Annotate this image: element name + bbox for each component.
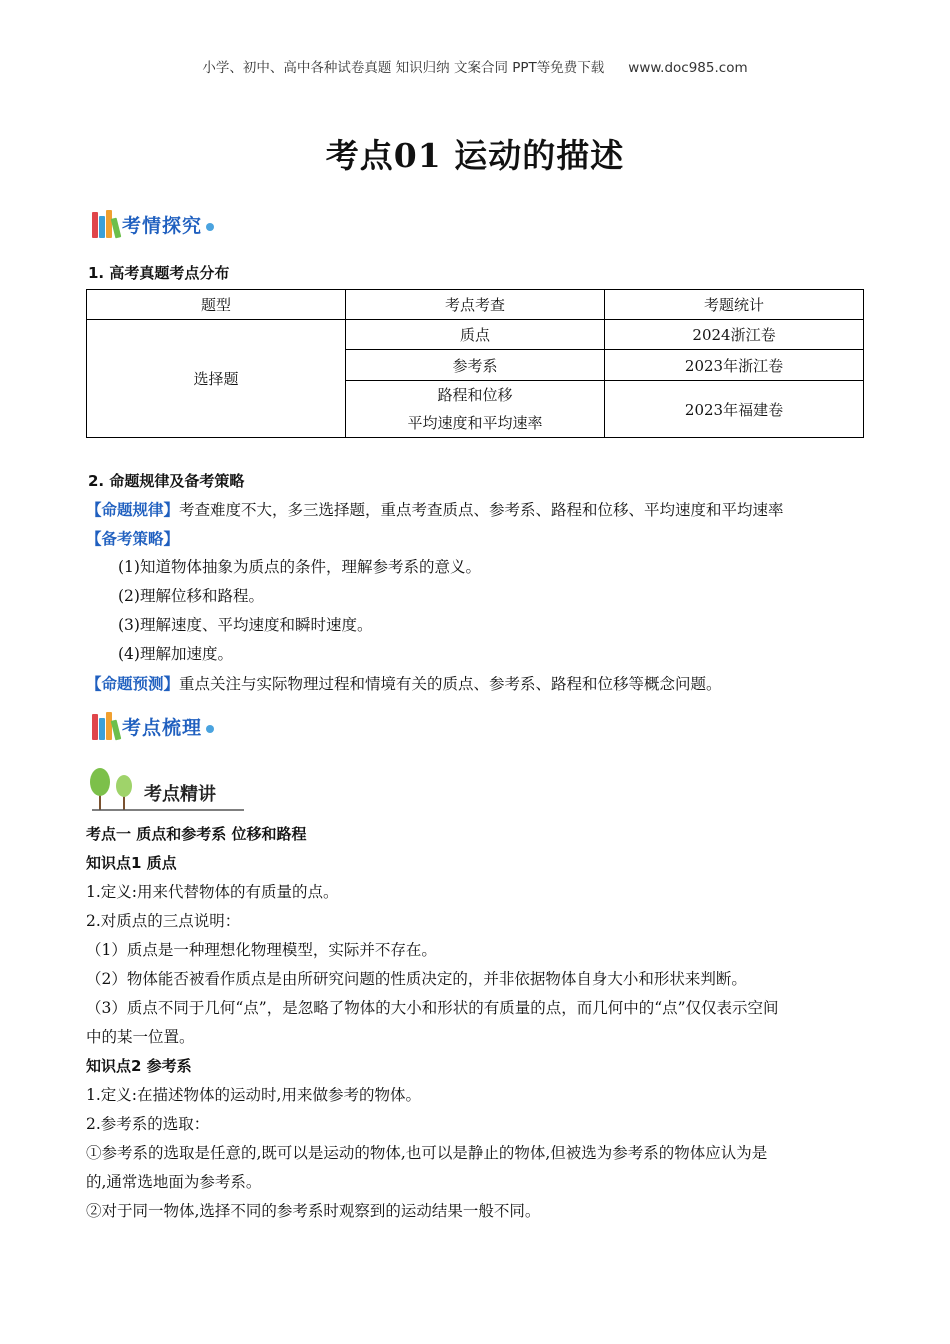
exam-analysis-banner: [92, 206, 214, 242]
rule-paragraph: [86, 495, 784, 525]
kp1-line: 中的某一位置。: [86, 1028, 195, 1046]
kp1-title: 知识点1 质点: [86, 854, 177, 872]
kp1-line: （2）物体能否被看作质点是由所研究问题的性质决定的，并非依据物体自身大小和形状来判断。: [86, 970, 747, 988]
key-points-banner: [92, 708, 214, 744]
key-points-label: 考点梳理: [122, 716, 203, 739]
topic1-heading: 考点一 质点和参考系 位移和路程: [86, 825, 307, 843]
page-title: 考点01 运动的描述: [325, 136, 625, 175]
table-cell: 质点: [346, 320, 605, 350]
kp1-line: （3）质点不同于几何“点”，是忽略了物体的大小和形状的有质量的点，而几何中的“点”仅仅表示空间: [86, 999, 779, 1017]
kp2-line: ①参考系的选取是任意的,既可以是运动的物体,也可以是静止的物体,但被选为参考系的物体应认为是: [86, 1144, 768, 1162]
dot-icon: [206, 223, 214, 231]
strategy-item: (3)理解速度、平均速度和瞬时速度。: [118, 616, 373, 634]
point-line: 路程和位移: [437, 386, 513, 404]
page-header: [0, 56, 950, 76]
kp2-title: 知识点2 参考系: [86, 1057, 192, 1075]
kp2-line: 的,通常选地面为参考系。: [86, 1173, 262, 1191]
header-text: 小学、初中、高中各种试卷真题 知识归纳 文案合同 PPT等免费下载: [202, 60, 605, 76]
table-header-row: [87, 290, 864, 320]
table-header-cell: 考点考查: [346, 290, 605, 320]
strategy-item: (2)理解位移和路程。: [118, 587, 264, 605]
table-cell: 2023年浙江卷: [605, 350, 864, 381]
key-explain-label: 考点精讲: [144, 784, 216, 805]
kp1-line: 2.对质点的三点说明：: [86, 912, 241, 930]
table-cell: 2024浙江卷: [605, 320, 864, 350]
strategy-tag: 【备考策略】: [86, 529, 180, 548]
strategy-item: (1)知道物体抽象为质点的条件，理解参考系的意义。: [118, 558, 481, 576]
section2-heading: 2. 命题规律及备考策略: [88, 472, 245, 490]
table-row: [87, 320, 864, 350]
exam-analysis-label: 考情探究: [122, 214, 203, 237]
key-explain-banner: [88, 766, 248, 812]
table-header-cell: 考题统计: [605, 290, 864, 320]
rule-text: 考查难度不大，多三选择题，重点考查质点、参考系、路程和位移、平均速度和平均速率: [179, 501, 784, 519]
point-line: 平均速度和平均速率: [407, 414, 543, 432]
kp2-line: 2.参考系的选取：: [86, 1115, 210, 1133]
table-cell: 参考系: [346, 350, 605, 381]
forecast-text: 重点关注与实际物理过程和情境有关的质点、参考系、路程和位移等概念问题。: [179, 675, 722, 693]
exam-distribution-table: [86, 289, 864, 438]
kp1-line: （1）质点是一种理想化物理模型，实际并不存在。: [86, 941, 437, 959]
forecast-paragraph: [86, 669, 722, 699]
section1-heading: 1. 高考真题考点分布: [88, 264, 230, 282]
rule-tag: 【命题规律】: [86, 500, 180, 519]
table-header-cell: 题型: [87, 290, 346, 320]
kp2-line: ②对于同一物体,选择不同的参考系时观察到的运动结果一般不同。: [86, 1202, 541, 1220]
table-cell: [346, 381, 605, 438]
strategy-tag-line: [86, 524, 179, 554]
question-type-cell: 选择题: [87, 320, 346, 438]
dot-icon: [206, 725, 214, 733]
books-icon: [92, 712, 120, 740]
kp1-line: 1.定义:用来代替物体的有质量的点。: [86, 883, 339, 901]
books-icon: [92, 210, 120, 238]
table-cell: 2023年福建卷: [605, 381, 864, 438]
forecast-tag: 【命题预测】: [86, 674, 180, 693]
kp2-line: 1.定义:在描述物体的运动时,用来做参考的物体。: [86, 1086, 421, 1104]
strategy-item: (4)理解加速度。: [118, 645, 233, 663]
header-url[interactable]: www.doc985.com: [628, 60, 748, 76]
